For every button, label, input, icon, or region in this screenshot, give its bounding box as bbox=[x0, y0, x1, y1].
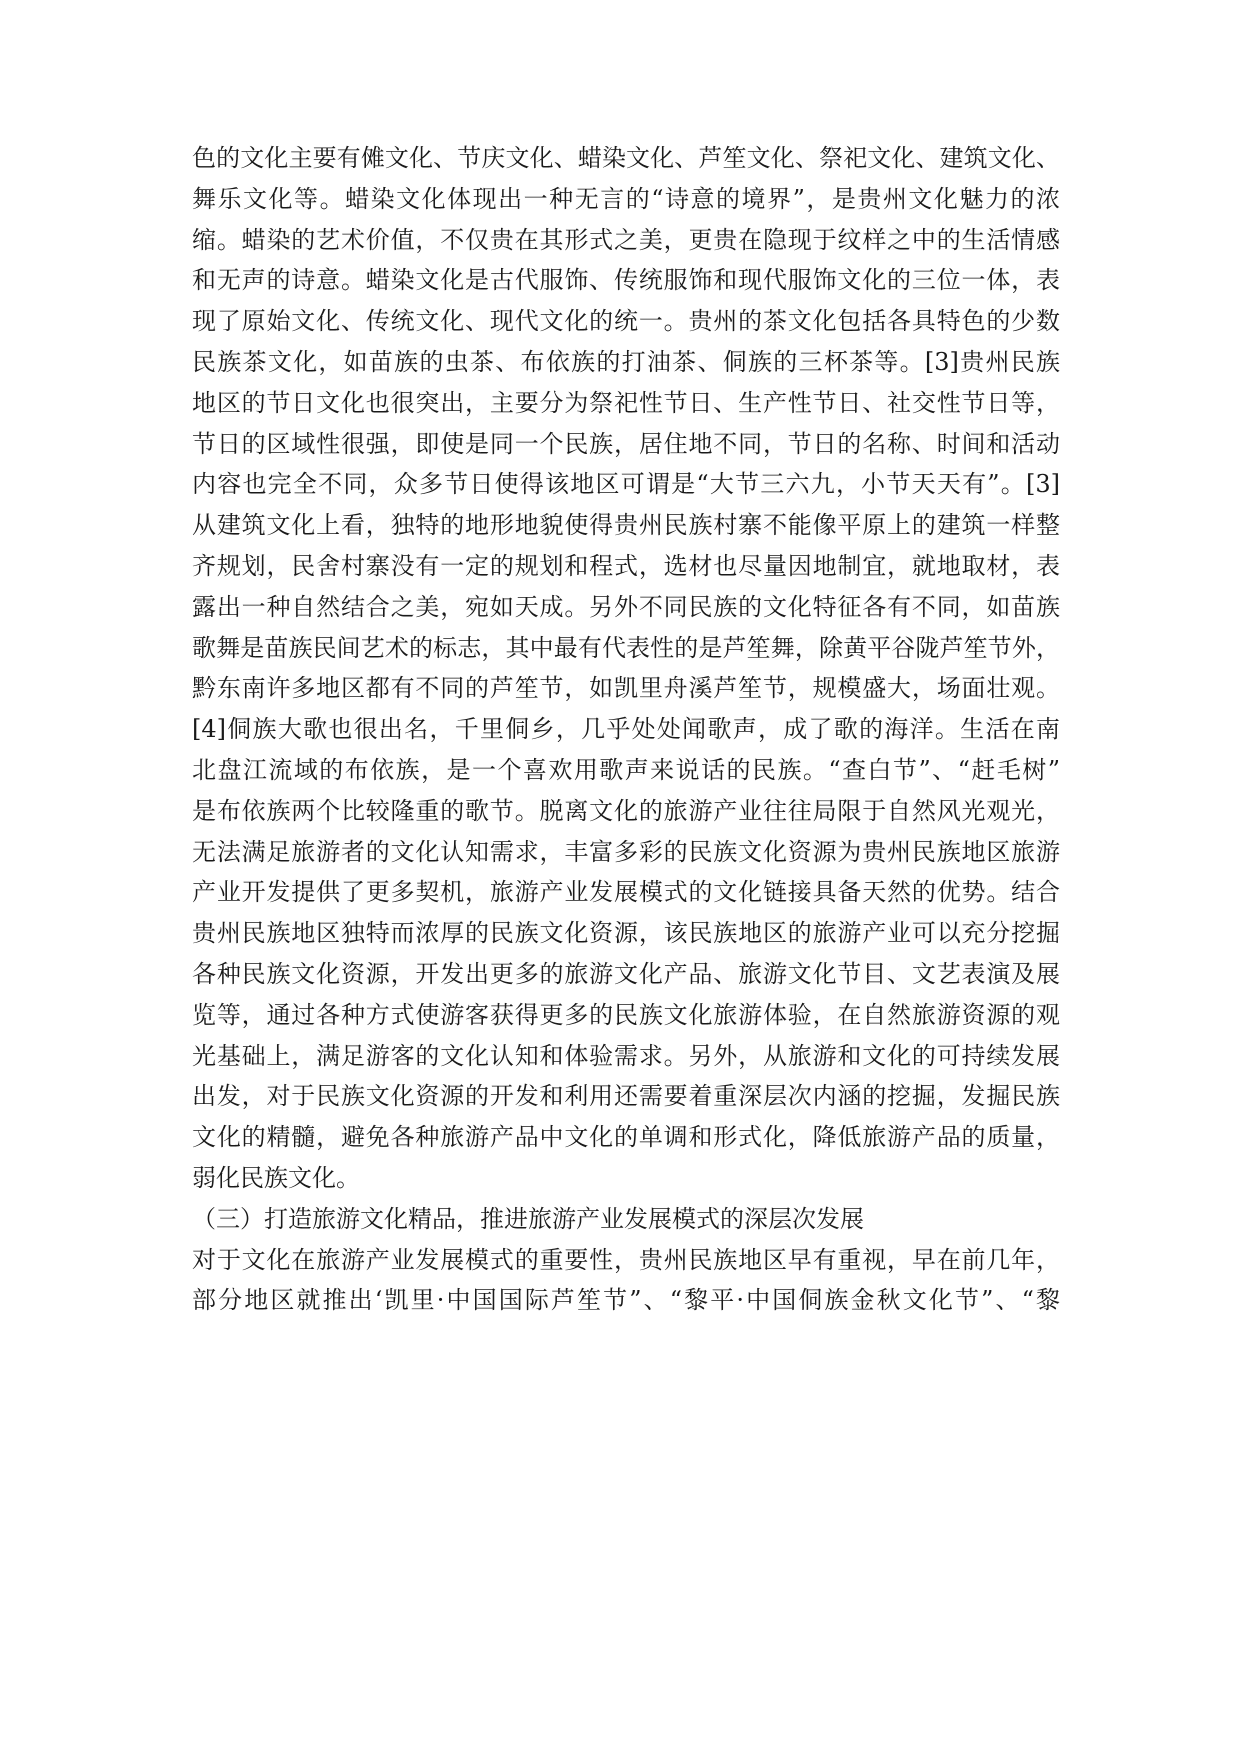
text-line: 露出一种自然结合之美，宛如天成。另外不同民族的文化特征各有不同，如苗族 bbox=[192, 592, 1060, 621]
text-line: 缩。蜡染的艺术价值，不仅贵在其形式之美，更贵在隐现于纹样之中的生活情感 bbox=[192, 225, 1060, 254]
text-line: 内容也完全不同，众多节日使得该地区可谓是“大节三六九，小节天天有”。[3] bbox=[192, 470, 1060, 499]
text-line: 民族茶文化，如苗族的虫茶、布依族的打油茶、侗族的三杯茶等。[3]贵州民族 bbox=[192, 347, 1060, 376]
text-line: 产业开发提供了更多契机，旅游产业发展模式的文化链接具备天然的优势。结合 bbox=[192, 878, 1060, 907]
text-line: [4]侗族大歌也很出名，千里侗乡，几乎处处闻歌声，成了歌的海洋。生活在南 bbox=[192, 715, 1060, 744]
section-heading: （三）打造旅游文化精品，推进旅游产业发展模式的深层次发展 bbox=[192, 1204, 864, 1233]
text-line: 无法满足旅游者的文化认知需求，丰富多彩的民族文化资源为贵州民族地区旅游 bbox=[192, 837, 1060, 866]
text-line: 部分地区就推出‘凯里·中国国际芦笙节”、“黎平·中国侗族金秋文化节”、“黎 bbox=[192, 1286, 1060, 1315]
text-line: 对于文化在旅游产业发展模式的重要性，贵州民族地区早有重视，早在前几年， bbox=[192, 1245, 1060, 1274]
text-line: 出发，对于民族文化资源的开发和利用还需要着重深层次内涵的挖掘，发掘民族 bbox=[192, 1082, 1060, 1111]
text-line: 歌舞是苗族民间艺术的标志，其中最有代表性的是芦笙舞，除黄平谷陇芦笙节外， bbox=[192, 633, 1060, 662]
text-line: 览等，通过各种方式使游客获得更多的民族文化旅游体验，在自然旅游资源的观 bbox=[192, 1000, 1060, 1029]
text-line: 各种民族文化资源，开发出更多的旅游文化产品、旅游文化节目、文艺表演及展 bbox=[192, 959, 1060, 988]
text-line: 贵州民族地区独特而浓厚的民族文化资源，该民族地区的旅游产业可以充分挖掘 bbox=[192, 919, 1060, 948]
text-line: 节日的区域性很强，即使是同一个民族，居住地不同，节日的名称、时间和活动 bbox=[192, 429, 1060, 458]
text-line: 从建筑文化上看，独特的地形地貌使得贵州民族村寨不能像平原上的建筑一样整 bbox=[192, 511, 1060, 540]
paragraph-end-line: 弱化民族文化。 bbox=[192, 1163, 360, 1192]
text-line: 地区的节日文化也很突出，主要分为祭祀性节日、生产性节日、社交性节日等， bbox=[192, 388, 1060, 417]
text-line: 齐规划，民舍村寨没有一定的规划和程式，选材也尽量因地制宜，就地取材，表 bbox=[192, 551, 1060, 580]
text-line: 是布依族两个比较隆重的歌节。脱离文化的旅游产业往往局限于自然风光观光， bbox=[192, 796, 1060, 825]
text-line: 色的文化主要有傩文化、节庆文化、蜡染文化、芦笙文化、祭祀文化、建筑文化、 bbox=[192, 144, 1060, 172]
text-line: 舞乐文化等。蜡染文化体现出一种无言的“诗意的境界”，是贵州文化魅力的浓 bbox=[192, 184, 1060, 213]
text-line: 北盘江流域的布依族，是一个喜欢用歌声来说话的民族。“查白节”、“赶毛树” bbox=[192, 755, 1060, 784]
text-line: 黔东南许多地区都有不同的芦笙节，如凯里舟溪芦笙节，规模盛大，场面壮观。 bbox=[192, 674, 1060, 703]
text-line: 现了原始文化、传统文化、现代文化的统一。贵州的茶文化包括各具特色的少数 bbox=[192, 307, 1060, 336]
text-line: 光基础上，满足游客的文化认知和体验需求。另外，从旅游和文化的可持续发展 bbox=[192, 1041, 1060, 1070]
body-text bbox=[192, 138, 1060, 1321]
text-line: 文化的精髓，避免各种旅游产品中文化的单调和形式化，降低旅游产品的质量， bbox=[192, 1123, 1060, 1152]
text-line: 和无声的诗意。蜡染文化是古代服饰、传统服饰和现代服饰文化的三位一体，表 bbox=[192, 266, 1060, 295]
